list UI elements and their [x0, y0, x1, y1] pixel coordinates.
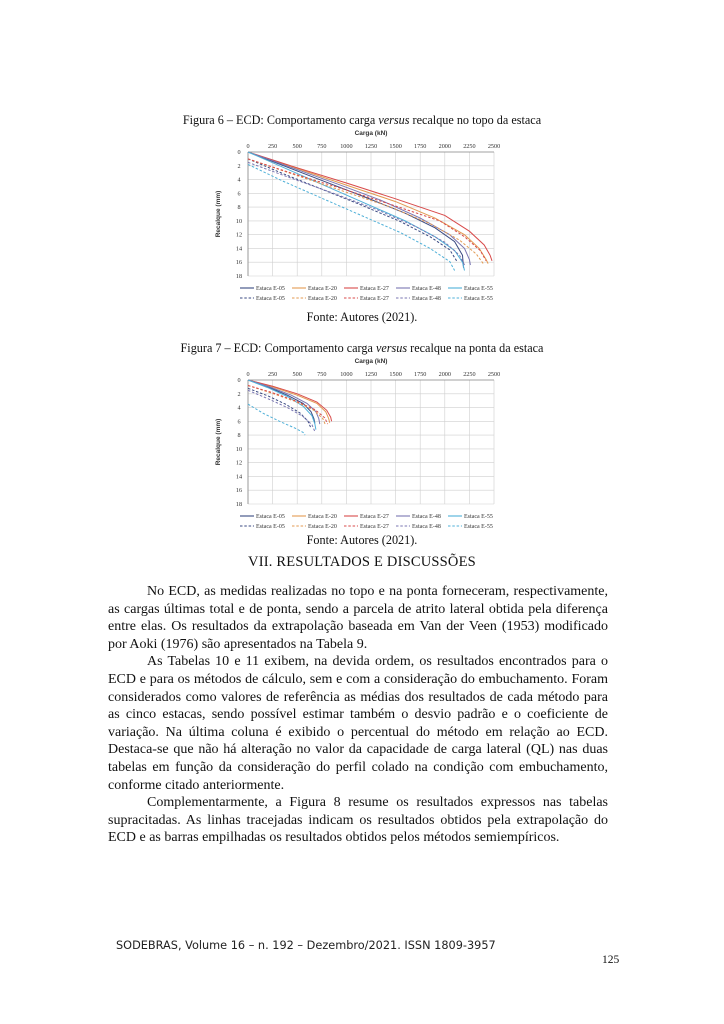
y-tick-label: 0 — [237, 149, 241, 156]
x-tick-label: 1750 — [414, 371, 427, 378]
section-title: VII. RESULTADOS E DISCUSSÕES — [248, 554, 476, 570]
y-tick-label: 14 — [235, 473, 243, 481]
legend-label: Estaca E-27 — [360, 296, 389, 302]
legend-label: Estaca E-55 — [464, 514, 493, 520]
x-tick-label: 2250 — [463, 143, 476, 150]
x-tick-label: 1000 — [340, 143, 353, 150]
series-line-e-20-dashed — [248, 159, 483, 264]
legend-label: Estaca E-55 — [464, 524, 493, 530]
y-axis-title: Recalque (mm) — [215, 190, 222, 238]
chart-svg — [212, 356, 508, 534]
y-tick-label: 12 — [235, 459, 243, 467]
y-tick-label: 8 — [237, 204, 241, 212]
y-tick-label: 10 — [235, 217, 243, 225]
legend-label: Estaca E-55 — [464, 296, 493, 302]
legend-label: Estaca E-05 — [256, 524, 285, 530]
x-tick-label: 1750 — [414, 143, 427, 150]
x-tick-label: 1500 — [389, 371, 402, 378]
x-tick-label: 0 — [246, 371, 250, 378]
x-tick-label: 1250 — [364, 371, 378, 378]
paragraph: No ECD, as medidas realizadas no topo e na ponta forneceram, respectivamente, as cargas últimas total e de ponta, sendo a parcela de atrito lateral obtida pela diferença entre elas. Os resultados da extrapolação baseada em Van der Veen (1953) modificado por Aoki (1976) são apresentados na Tabela 9. — [108, 584, 608, 652]
x-tick-label: 250 — [267, 143, 278, 150]
legend-label: Estaca E-27 — [360, 286, 389, 292]
series-line-e-48-solid — [248, 380, 320, 424]
legend-label: Estaca E-48 — [412, 514, 441, 520]
y-tick-label: 18 — [235, 501, 243, 508]
legend-label: Estaca E-20 — [308, 524, 337, 530]
y-tick-label: 8 — [237, 432, 241, 440]
x-tick-label: 2000 — [438, 371, 451, 378]
figure-6-caption — [0, 113, 724, 128]
caption-italic: versus — [375, 341, 408, 355]
caption-text: recalque na ponta da estaca — [407, 341, 544, 355]
y-tick-label: 14 — [235, 245, 243, 253]
legend-label: Estaca E-48 — [412, 286, 441, 292]
y-tick-label: 0 — [237, 377, 241, 384]
figure-6-source: Fonte: Autores (2021). — [306, 310, 418, 324]
y-tick-label: 2 — [237, 162, 241, 170]
x-tick-label: 2250 — [463, 371, 476, 378]
legend-label: Estaca E-55 — [464, 286, 493, 292]
caption-text: Figura 7 – ECD: Comportamento carga — [180, 341, 376, 355]
series-line-e-48-solid — [248, 152, 470, 265]
legend-label: Estaca E-05 — [256, 514, 285, 520]
y-tick-label: 16 — [235, 487, 243, 495]
figure-7-caption — [0, 341, 724, 356]
y-axis-title: Recalque (mm) — [215, 418, 222, 466]
x-tick-label: 1250 — [364, 143, 378, 150]
x-tick-label: 2500 — [487, 143, 501, 150]
x-tick-label: 500 — [292, 371, 302, 378]
journal-footer: SODEBRAS, Volume 16 – n. 192 – Dezembro/2021. ISSN 1809-3957 — [116, 939, 496, 952]
x-tick-label: 250 — [267, 371, 278, 378]
x-axis-title: Carga (kN) — [354, 130, 388, 137]
caption-text: recalque no topo da estaca — [409, 113, 542, 127]
legend-label: Estaca E-20 — [308, 514, 337, 520]
figure-7-source: Fonte: Autores (2021). — [306, 533, 418, 547]
y-tick-label: 18 — [235, 273, 243, 280]
caption-italic: versus — [378, 113, 410, 127]
y-tick-label: 6 — [237, 190, 241, 198]
caption-text: Figura 6 – ECD: Comportamento carga — [182, 113, 379, 127]
legend-label: Estaca E-27 — [360, 514, 389, 520]
body-text — [108, 583, 608, 847]
legend-label: Estaca E-27 — [360, 524, 389, 530]
series-line-e-55-solid — [248, 380, 316, 430]
figure-6-chart — [212, 128, 508, 306]
y-tick-label: 12 — [235, 231, 243, 239]
series-line-e-55-dashed — [248, 404, 305, 435]
legend-label: Estaca E-05 — [256, 296, 285, 302]
x-tick-label: 750 — [317, 371, 327, 378]
figure-7-chart — [212, 356, 508, 534]
x-tick-label: 750 — [317, 143, 327, 150]
x-tick-label: 500 — [292, 143, 302, 150]
y-tick-label: 2 — [237, 390, 241, 398]
x-tick-label: 2500 — [487, 371, 501, 378]
x-tick-label: 1500 — [389, 143, 402, 150]
y-tick-label: 4 — [237, 404, 241, 412]
legend-label: Estaca E-48 — [412, 524, 441, 530]
x-axis-title: Carga (kN) — [354, 358, 388, 365]
page-number: 125 — [602, 954, 620, 966]
legend-label: Estaca E-20 — [308, 286, 337, 292]
y-tick-label: 4 — [237, 176, 241, 184]
chart-svg — [212, 128, 508, 306]
paragraph: Complementarmente, a Figura 8 resume os resultados expressos nas tabelas supracitadas. As linhas tracejadas indicam os resultados obtidos pela extrapolação do ECD e as barras empilhadas os resultados obtidos pelos métodos semiempíricos. — [108, 795, 608, 846]
legend-label: Estaca E-20 — [308, 296, 337, 302]
paragraph: As Tabelas 10 e 11 exibem, na devida ordem, os resultados encontrados para o ECD e para os métodos de cálculo, sem e com a consideração do embuchamento. Foram considerados como valores de referência as médias dos resultados de cada método para as cinco estacas, sendo possível estimar também o desvio padrão e o coeficiente de variação. Na última coluna é exibido o percentual do método em relação ao ECD. Destaca-se que não há alteração no valor da capacidade de carga lateral (QL) nas duas tabelas em função da consideração do perfil colado na condição com embuchamento, conforme citado anteriormente. — [108, 654, 608, 793]
x-tick-label: 2000 — [438, 143, 451, 150]
legend-label: Estaca E-05 — [256, 286, 285, 292]
series-line-e-05-solid — [248, 152, 464, 268]
legend-label: Estaca E-48 — [412, 296, 441, 302]
x-tick-label: 1000 — [340, 371, 353, 378]
y-tick-label: 16 — [235, 259, 243, 267]
y-tick-label: 10 — [235, 445, 243, 453]
y-tick-label: 6 — [237, 418, 241, 426]
series-line-e-55-dashed — [248, 164, 455, 270]
x-tick-label: 0 — [246, 143, 250, 150]
